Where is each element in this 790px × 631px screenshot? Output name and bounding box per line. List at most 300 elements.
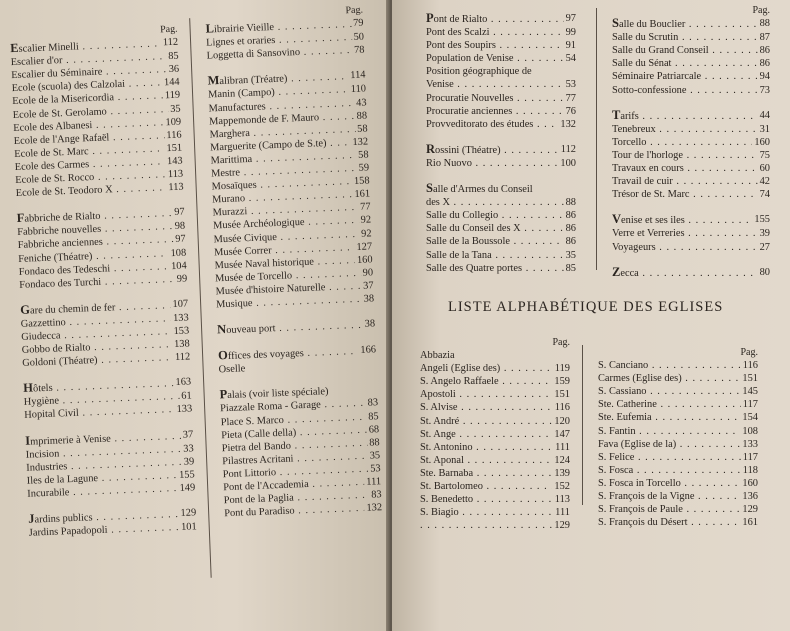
- entry-page: 97: [175, 233, 186, 246]
- entry-name: Palais (voir liste spéciale): [219, 386, 329, 402]
- entry-page: 114: [350, 69, 366, 82]
- entry-name: Musique . . .: [216, 293, 362, 312]
- index-entry: [598, 425, 758, 438]
- index-entry: [426, 78, 576, 91]
- index-entry: [612, 84, 770, 97]
- letter-group: [28, 506, 197, 540]
- entry-page: 35: [369, 450, 381, 462]
- entry-name: Tour de l'horloge . . .: [612, 149, 758, 162]
- entry-page: 73: [759, 84, 770, 96]
- entry-page: 100: [560, 157, 576, 169]
- index-entry: [420, 388, 570, 401]
- entry-page: 111: [555, 441, 570, 453]
- entry-name: S. Canciano . . .: [598, 359, 741, 372]
- entry-name: Iles de la Lagune . . .: [27, 469, 178, 488]
- entry-page: 99: [565, 27, 576, 39]
- entry-name: Murazzi . . .: [212, 201, 358, 220]
- entry-page: 129: [554, 520, 570, 532]
- entry-name: des X . . .: [426, 196, 564, 209]
- index-column-4: [612, 4, 770, 280]
- index-entry: [598, 372, 758, 385]
- entry-page: 110: [350, 83, 367, 96]
- entry-name: Hôtels . . .: [23, 376, 174, 396]
- entry-page: 124: [554, 454, 570, 466]
- entry-name: Salle du Scrutin . . .: [612, 31, 758, 44]
- entry-page: 78: [353, 44, 365, 57]
- entry-page: 111: [366, 476, 382, 488]
- entry-name: Position géographique de: [426, 66, 532, 78]
- entry-name: Giudecca . . .: [21, 325, 172, 344]
- index-entry: [426, 39, 576, 52]
- entry-page: 80: [759, 266, 770, 278]
- letter-group: [612, 266, 770, 280]
- entry-page: 117: [742, 451, 758, 463]
- entry-page: 132: [560, 118, 576, 130]
- entry-page: [328, 384, 331, 398]
- entry-name: Salle du Grand Conseil . . .: [612, 44, 758, 57]
- entry-name: Ecole de l'Ange Rafaël . . .: [14, 129, 165, 148]
- entry-page: 53: [565, 79, 576, 91]
- entry-page: 85: [565, 262, 576, 274]
- entry-name: Salle du Sénat . . .: [612, 57, 758, 70]
- entry-name: Imprimerie à Venise . . .: [25, 428, 181, 448]
- entry-name: Gazzettino . . .: [21, 312, 172, 331]
- entry-name: Pont du Paradiso . . .: [224, 502, 365, 520]
- entry-page: 138: [173, 338, 190, 351]
- entry-name: Marittima . . .: [210, 149, 356, 168]
- entry-page: 113: [168, 181, 184, 194]
- entry-name: Ste. Catherine . . .: [598, 398, 741, 411]
- entry-page: 54: [565, 53, 576, 65]
- entry-name: Ecole de la Misericordia . . .: [12, 90, 163, 109]
- entry-page: 36: [168, 63, 180, 76]
- entry-name: Piazzale Roma - Garage . . .: [220, 397, 366, 416]
- index-entry: [420, 493, 570, 506]
- entry-name: Pont Littorio . . .: [222, 463, 368, 482]
- entry-page: 143: [166, 155, 183, 168]
- entry-name: Offices des voyages . . .: [218, 344, 359, 363]
- entry-page: 88: [356, 110, 368, 122]
- index-entry: [426, 196, 576, 209]
- entry-page: 90: [362, 267, 374, 279]
- index-entry: [426, 209, 576, 222]
- entry-page: 129: [180, 507, 197, 519]
- letter-group: [205, 17, 364, 63]
- index-entry: [426, 222, 576, 235]
- entry-name: Torcello . . .: [612, 136, 752, 149]
- entry-name: S. François de la Vigne . . .: [598, 490, 740, 503]
- entry-page: 75: [759, 149, 770, 161]
- entry-name: S. Biagio . . .: [420, 506, 553, 519]
- entry-name: Escalier Minelli . . .: [10, 36, 161, 56]
- entry-name: St. Aponal . . .: [420, 454, 552, 467]
- entry-page: 161: [354, 188, 371, 201]
- entry-name: Nouveau port . . .: [217, 318, 363, 338]
- entry-page: 68: [368, 423, 380, 436]
- entry-name: Ste. Barnaba . . .: [420, 467, 552, 480]
- entry-page: 92: [360, 227, 372, 240]
- index-entry: [420, 428, 570, 441]
- entry-name: Hygiène . . .: [24, 390, 180, 409]
- index-entry: [420, 362, 570, 375]
- index-column-1: [9, 23, 196, 540]
- entry-name: Fabbriche de Rialto . . .: [16, 206, 172, 226]
- entry-page: 107: [172, 298, 189, 310]
- entry-page: 88: [565, 197, 576, 209]
- index-entry: [598, 385, 758, 398]
- entry-name: Mosaïques . . .: [211, 175, 352, 193]
- letter-group: [23, 376, 192, 423]
- entry-name: S. François de Paule . . .: [598, 503, 740, 516]
- entry-page: 147: [554, 428, 570, 440]
- entry-page: 113: [167, 168, 184, 181]
- entry-name: Voyageurs . . .: [612, 241, 758, 254]
- entry-name: Travail de cuir . . .: [612, 175, 758, 188]
- entry-name: Carmes (Eglise des) . . .: [598, 372, 740, 385]
- entry-name: Angeli (Eglise des) . . .: [420, 362, 553, 375]
- index-entry: [612, 227, 770, 240]
- entry-name: Jardins publics . . .: [28, 507, 179, 527]
- entry-page: 151: [554, 389, 570, 401]
- entry-name: Gare du chemin de fer . . .: [20, 298, 171, 318]
- entry-name: Abbazia: [420, 350, 455, 362]
- index-entry: [426, 262, 576, 275]
- entry-page: 152: [554, 481, 570, 493]
- entry-page: 104: [170, 260, 187, 272]
- entry-page: 31: [759, 123, 770, 135]
- entry-name: Goldoni (Théatre) . . .: [22, 351, 173, 370]
- entry-name: Séminaire Patriarcale . . .: [612, 70, 758, 83]
- entry-name: Trésor de St. Marc . . .: [612, 188, 758, 201]
- index-entry: [612, 109, 770, 123]
- index-entry: [420, 375, 570, 388]
- entry-name: Malibran (Tréatre) . . .: [207, 70, 348, 89]
- entry-name: Marguerite (Campo de S.te) . . .: [210, 136, 351, 154]
- letter-group: [16, 206, 187, 292]
- entry-name: Tenebreux . . .: [612, 123, 758, 136]
- entry-name: St. Antonino . . .: [420, 441, 553, 454]
- entry-name: Oselle: [218, 363, 246, 376]
- entry-page: 119: [554, 363, 570, 375]
- letter-group: [426, 182, 576, 275]
- entry-name: Musée Correr . . .: [214, 241, 355, 259]
- index-entry: [426, 65, 576, 78]
- entry-page: 144: [163, 77, 180, 89]
- entry-page: 112: [162, 36, 179, 49]
- entry-page: 83: [367, 397, 379, 410]
- pag-label: Pag.: [552, 337, 570, 348]
- index-entry: [420, 467, 570, 480]
- entry-page: 160: [754, 136, 770, 148]
- entry-page: 33: [183, 442, 194, 455]
- entry-page: [532, 65, 534, 78]
- entry-name: Salle du Conseil des X . . .: [426, 222, 564, 235]
- left-page-content: [0, 0, 390, 631]
- entry-name: Industries . . .: [26, 456, 182, 475]
- entry-page: 59: [358, 162, 370, 174]
- left-page: [0, 0, 390, 631]
- entry-page: 74: [759, 189, 770, 201]
- entry-page: 92: [360, 214, 372, 227]
- index-entry: [598, 477, 758, 490]
- entry-name: Salle de la Tana . . .: [426, 249, 564, 262]
- entry-page: 60: [759, 163, 770, 175]
- entry-page: 136: [742, 491, 758, 503]
- index-entry: [420, 519, 570, 532]
- entry-name: St. Ange . . .: [420, 428, 552, 441]
- entry-name: Venise et ses iles . . .: [612, 213, 752, 227]
- entry-name: Gobbo de Rialto . . .: [22, 338, 173, 357]
- entry-name: Population de Venise . . .: [426, 52, 564, 65]
- entry-name: [420, 519, 552, 532]
- entry-name: Hopital Civil . . .: [24, 403, 175, 422]
- index-entry: [426, 249, 576, 262]
- entry-name: Salle du Collegio . . .: [426, 209, 564, 222]
- index-entry: [612, 213, 770, 227]
- entry-page: [245, 362, 248, 375]
- entry-name: Pont de la Paglia . . .: [223, 489, 369, 508]
- entry-page: 85: [168, 50, 179, 63]
- entry-page: 87: [759, 32, 770, 44]
- index-entry: [598, 438, 758, 451]
- entry-name: S. Cassiano . . .: [598, 385, 740, 398]
- index-entry: [612, 123, 770, 136]
- entry-name: St. Bartolomeo . . .: [420, 480, 552, 493]
- entry-page: 127: [356, 240, 373, 253]
- entry-page: 160: [742, 477, 758, 489]
- entry-name: Manufactures . . .: [208, 97, 354, 116]
- entry-page: 99: [176, 273, 188, 285]
- entry-name: Ecole des Carmes . . .: [15, 155, 166, 174]
- index-entry: [426, 182, 576, 196]
- entry-page: 88: [759, 18, 770, 30]
- entry-page: 88: [369, 436, 380, 449]
- entry-name: Sotto-confessione . . .: [612, 84, 758, 97]
- entry-name: Tarifs . . .: [612, 109, 758, 123]
- entry-page: 116: [166, 129, 182, 141]
- entry-name: Lignes et oraries . . .: [206, 31, 352, 50]
- entry-page: 112: [560, 143, 576, 155]
- index-entry: [420, 506, 570, 519]
- entry-name: Loggetta di Sansovino . . .: [206, 44, 352, 63]
- churches-column-2: [598, 346, 758, 529]
- entry-name: Rossini (Théatre) . . .: [426, 143, 559, 157]
- entry-page: 86: [565, 223, 576, 235]
- entry-page: 83: [371, 489, 382, 501]
- index-entry: [420, 415, 570, 428]
- entry-name: S. Fantin . . .: [598, 425, 740, 438]
- entry-page: 160: [356, 254, 373, 266]
- index-entry: [612, 57, 770, 70]
- entry-name: Feniche (Théatre) . . .: [18, 247, 169, 266]
- entry-name: Jardins Papadopoli . . .: [29, 521, 180, 540]
- index-column-3: [426, 12, 576, 275]
- index-entry: [598, 464, 758, 477]
- entry-page: 86: [565, 210, 576, 222]
- entry-name: Procuratie anciennes . . .: [426, 105, 564, 118]
- entry-name: Pont de Rialto . . .: [426, 12, 564, 26]
- entry-page: 154: [742, 412, 758, 424]
- column-divider: [582, 345, 583, 505]
- index-entry: [217, 317, 375, 337]
- pag-label: Pag.: [159, 23, 178, 36]
- index-entry: [598, 490, 758, 503]
- index-entry: [612, 149, 770, 162]
- index-entry: [612, 17, 770, 31]
- entry-page: 132: [352, 136, 369, 148]
- entry-name: Fabbriche nouvelles . . .: [17, 220, 173, 239]
- index-entry: [598, 359, 758, 372]
- entry-page: 50: [353, 31, 365, 44]
- entry-page: 91: [565, 40, 576, 52]
- entry-page: 118: [742, 464, 758, 476]
- entry-page: 97: [565, 13, 576, 24]
- entry-page: 166: [360, 344, 377, 357]
- entry-name: Ecole de St. Rocco . . .: [15, 168, 166, 187]
- entry-name: Musée Naval historique . . .: [214, 254, 355, 272]
- entry-name: Musée de Torcello . . .: [215, 267, 361, 286]
- index-entry: [612, 241, 770, 254]
- letter-group: [207, 69, 374, 312]
- entry-name: Pont des Soupirs . . .: [426, 39, 564, 52]
- entry-name: Fava (Eglise de la) . . .: [598, 438, 740, 451]
- index-entry: [420, 441, 570, 454]
- entry-page: 139: [554, 467, 570, 479]
- letter-group: [10, 36, 184, 200]
- churches-heading: LISTE ALPHABÉTIQUE DES EGLISES: [448, 299, 724, 315]
- entry-page: 38: [363, 293, 375, 305]
- index-entry: [426, 92, 576, 105]
- index-entry: [598, 398, 758, 411]
- index-entry: [612, 31, 770, 44]
- index-entry: [426, 118, 576, 131]
- entry-name: S. Felice . . .: [598, 451, 741, 464]
- entry-name: Ecole (scuola) des Calzolai . . .: [12, 77, 163, 96]
- entry-page: 27: [759, 241, 770, 253]
- entry-page: [455, 349, 457, 362]
- index-entry: [420, 454, 570, 467]
- entry-page: 39: [183, 456, 195, 468]
- index-entry: [420, 480, 570, 493]
- entry-page: 35: [170, 103, 181, 115]
- entry-name: Manin (Campo) . . .: [208, 84, 349, 102]
- index-entry: [598, 411, 758, 424]
- entry-page: 86: [759, 45, 770, 57]
- entry-page: 86: [565, 236, 576, 248]
- entry-page: 101: [180, 521, 197, 533]
- entry-page: 61: [181, 390, 192, 403]
- index-entry: [598, 451, 758, 464]
- letter-group: [219, 383, 382, 521]
- entry-page: 132: [366, 502, 383, 514]
- entry-name: Place S. Marco . . .: [220, 410, 366, 429]
- entry-page: 119: [164, 90, 181, 102]
- index-entry: [420, 349, 570, 362]
- entry-name: S. Benedetto . . .: [420, 493, 553, 506]
- entry-name: Incurabile . . .: [27, 482, 178, 501]
- index-entry: [612, 266, 770, 280]
- entry-name: Ste. Eufemia . . .: [598, 411, 740, 424]
- entry-page: 76: [565, 105, 576, 117]
- entry-name: Ecole des Albanesi . . .: [13, 116, 164, 135]
- entry-page: [533, 182, 535, 196]
- entry-name: Pietra del Bando . . .: [221, 436, 367, 455]
- entry-page: 44: [759, 109, 770, 121]
- entry-page: 116: [554, 402, 570, 414]
- churches-column-1: [420, 336, 570, 532]
- entry-page: 116: [742, 360, 758, 372]
- entry-name: Verre et Verreries . . .: [612, 227, 758, 240]
- entry-page: 97: [174, 206, 185, 219]
- index-entry: [612, 175, 770, 188]
- entry-name: Librairie Vieille . . .: [205, 17, 351, 37]
- letter-group: [612, 213, 770, 253]
- column-divider: [596, 8, 597, 270]
- entry-name: Musée Archéologique . . .: [213, 214, 359, 233]
- entry-page: 37: [182, 428, 194, 441]
- entry-name: Pieta (Calle della) . . .: [221, 423, 367, 442]
- entry-page: 37: [362, 280, 374, 292]
- index-entry: [426, 26, 576, 39]
- entry-name: Travaux en cours . . .: [612, 162, 758, 175]
- pag-label: Pag.: [740, 347, 758, 358]
- entry-page: 145: [742, 386, 758, 398]
- letter-group: [612, 109, 770, 202]
- entry-name: Pont de l'Accademia . . .: [223, 476, 365, 495]
- entry-page: 38: [364, 318, 376, 330]
- index-entry: [612, 136, 770, 149]
- entry-page: 98: [174, 220, 186, 233]
- entry-name: Pilastres Acritani . . .: [222, 449, 368, 468]
- entry-name: Pont des Scalzi . . .: [426, 26, 564, 39]
- entry-page: 133: [742, 438, 758, 450]
- entry-page: 58: [356, 123, 368, 135]
- entry-page: 117: [742, 399, 758, 411]
- index-entry: [598, 503, 758, 516]
- entry-page: 79: [352, 17, 364, 30]
- entry-page: 108: [742, 425, 758, 437]
- entry-name: Mappemonde de F. Mauro . . .: [209, 110, 355, 129]
- entry-name: Provveditorato des études . . .: [426, 118, 558, 131]
- entry-page: 159: [554, 376, 570, 388]
- entry-page: 153: [173, 325, 190, 338]
- letter-group: [426, 143, 576, 170]
- entry-page: 43: [355, 97, 367, 109]
- letter-group: [612, 17, 770, 97]
- entry-page: 133: [172, 312, 189, 324]
- entry-name: Mestre . . .: [211, 162, 357, 181]
- entry-name: Marghera . . .: [209, 123, 355, 142]
- index-entry: [426, 143, 576, 157]
- entry-page: 39: [759, 228, 770, 240]
- entry-name: Ecole de St. Gerolamo . . .: [13, 103, 169, 122]
- entry-page: 158: [353, 175, 370, 188]
- entry-page: 42: [759, 176, 770, 188]
- entry-page: 108: [170, 247, 187, 259]
- entry-page: 133: [176, 403, 193, 416]
- entry-page: 155: [178, 469, 195, 481]
- entry-page: 112: [174, 351, 191, 364]
- letter-group: [20, 297, 190, 370]
- entry-name: S. François du Désert . . .: [598, 516, 740, 529]
- entry-page: 120: [554, 415, 570, 427]
- entry-page: 86: [759, 58, 770, 70]
- entry-name: S. Fosca in Torcello . . .: [598, 477, 740, 490]
- entry-name: Salle des Quatre portes . . .: [426, 262, 564, 275]
- index-column-2: [205, 4, 383, 521]
- letter-group: [218, 343, 377, 376]
- entry-name: Fondaco des Turchi . . .: [19, 273, 175, 292]
